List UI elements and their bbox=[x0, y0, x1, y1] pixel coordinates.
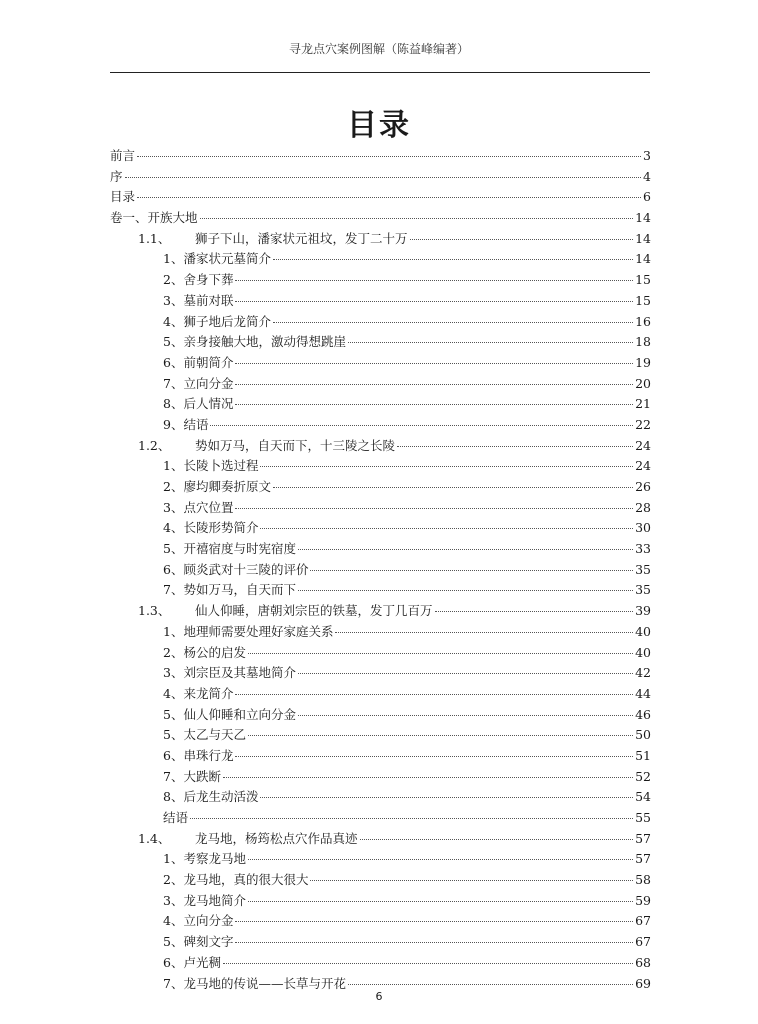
toc-entry[interactable] bbox=[110, 560, 651, 581]
toc-entry-number: 4、 bbox=[163, 685, 184, 701]
toc-entry-page: 35 bbox=[635, 561, 651, 577]
toc-entry-page: 54 bbox=[635, 789, 651, 805]
toc-entry[interactable] bbox=[110, 705, 651, 726]
dot-leader bbox=[235, 363, 633, 364]
toc-entry-number: 4、 bbox=[163, 913, 184, 929]
toc-entry-number: 7、 bbox=[163, 375, 184, 391]
toc-entry-number: 8、 bbox=[163, 396, 184, 412]
toc-entry-page: 44 bbox=[635, 685, 651, 701]
toc-entry-page: 40 bbox=[635, 644, 651, 660]
toc-entry-label: 势如万马，自天而下，十三陵之长陵 bbox=[195, 437, 396, 453]
dot-leader bbox=[125, 177, 642, 178]
toc-entry[interactable] bbox=[110, 580, 651, 601]
toc-entry-label: 仙人仰睡和立向分金 bbox=[183, 706, 296, 722]
toc-entry-number: 3、 bbox=[163, 665, 184, 681]
toc-entry[interactable] bbox=[110, 725, 651, 746]
toc-entry[interactable] bbox=[110, 932, 651, 953]
toc-entry[interactable] bbox=[110, 953, 651, 974]
toc-entry-number: 4、 bbox=[163, 520, 184, 536]
toc-entry-page: 69 bbox=[635, 975, 651, 991]
toc-entry-page: 67 bbox=[635, 934, 651, 950]
dot-leader bbox=[248, 901, 633, 902]
toc-entry-label: 序 bbox=[110, 168, 123, 184]
toc-entry-page: 15 bbox=[635, 292, 651, 308]
header-rule bbox=[110, 72, 650, 73]
toc-entry-label: 长陵卜选过程 bbox=[183, 458, 259, 474]
toc-entry-number: 7、 bbox=[163, 975, 184, 991]
toc-entry-label: 顾炎武对十三陵的评价 bbox=[183, 561, 309, 577]
dot-leader bbox=[410, 239, 634, 240]
toc-entry-page: 52 bbox=[635, 768, 651, 784]
dot-leader bbox=[235, 301, 633, 302]
toc-entry[interactable] bbox=[110, 498, 651, 519]
toc-entry-page: 24 bbox=[635, 437, 651, 453]
toc-entry[interactable] bbox=[110, 477, 651, 498]
toc-entry[interactable] bbox=[110, 167, 651, 188]
toc-entry-number: 2、 bbox=[163, 479, 184, 494]
dot-leader bbox=[235, 280, 633, 281]
toc-entry[interactable] bbox=[110, 456, 651, 477]
toc-entry-page: 33 bbox=[635, 541, 651, 557]
toc-entry-page: 50 bbox=[635, 727, 651, 743]
dot-leader bbox=[298, 549, 633, 550]
toc-entry[interactable] bbox=[110, 539, 651, 560]
toc-entry-page: 19 bbox=[635, 354, 651, 370]
toc-entry-page: 59 bbox=[635, 892, 651, 908]
toc-entry-number: 5、 bbox=[163, 934, 184, 950]
toc-entry-label: 结语 bbox=[183, 416, 209, 432]
toc-entry-page: 42 bbox=[635, 665, 651, 681]
toc-entry[interactable] bbox=[110, 270, 651, 291]
toc-entry-number: 1、 bbox=[163, 458, 184, 474]
toc-entry-label: 立向分金 bbox=[183, 375, 234, 391]
toc-entry[interactable] bbox=[110, 146, 651, 167]
toc-entry[interactable] bbox=[110, 829, 651, 850]
dot-leader bbox=[273, 487, 633, 488]
toc-entry[interactable] bbox=[110, 229, 651, 250]
toc-entry[interactable] bbox=[110, 291, 651, 312]
dot-leader bbox=[137, 197, 641, 198]
toc-entry-label: 前言 bbox=[110, 148, 136, 163]
toc-entry-page: 22 bbox=[635, 416, 651, 432]
dot-leader bbox=[223, 963, 633, 964]
toc-entry-number: 3、 bbox=[163, 292, 184, 308]
toc-entry-label: 龙马地，真的很大很大 bbox=[183, 872, 309, 888]
toc-entry-number: 1、 bbox=[163, 851, 184, 867]
dot-leader bbox=[210, 425, 633, 426]
toc-entry-page: 14 bbox=[635, 251, 651, 267]
toc-entry[interactable] bbox=[110, 332, 651, 353]
toc-entry-label: 狮子下山，潘家状元祖坟，发丁二十万 bbox=[195, 230, 408, 246]
dot-leader bbox=[273, 322, 633, 323]
toc-entry-label: 点穴位置 bbox=[183, 499, 234, 515]
dot-leader bbox=[248, 653, 633, 654]
toc-entry[interactable] bbox=[110, 746, 651, 767]
toc-entry-number: 5、 bbox=[163, 541, 184, 557]
toc-entry-label: 墓前对联 bbox=[183, 292, 234, 308]
toc-entry-page: 24 bbox=[635, 458, 651, 474]
toc-entry[interactable] bbox=[110, 353, 651, 374]
toc-entry-page: 20 bbox=[635, 375, 651, 391]
toc-entry-page: 16 bbox=[635, 313, 651, 329]
toc-entry[interactable] bbox=[110, 870, 651, 891]
toc-entry-number: 6、 bbox=[163, 354, 184, 370]
toc-entry-label: 狮子地后龙简介 bbox=[183, 313, 271, 329]
toc-entry-number: 5、 bbox=[163, 727, 184, 743]
toc-entry-label: 太乙与天乙 bbox=[183, 727, 246, 743]
dot-leader bbox=[190, 818, 633, 819]
toc-entry-label: 仙人仰睡，唐朝刘宗臣的铁墓，发丁几百万 bbox=[195, 603, 433, 619]
toc-entry-label: 目录 bbox=[110, 189, 136, 205]
toc-entry-number: 3、 bbox=[163, 499, 184, 515]
table-of-contents bbox=[110, 146, 651, 994]
dot-leader bbox=[260, 797, 633, 798]
toc-entry-number: 4、 bbox=[163, 313, 184, 329]
toc-entry-page: 51 bbox=[635, 747, 651, 763]
toc-entry-number: 1.3、 bbox=[138, 603, 171, 619]
toc-entry[interactable] bbox=[110, 249, 651, 270]
toc-entry[interactable] bbox=[110, 808, 651, 829]
toc-entry[interactable] bbox=[110, 518, 651, 539]
dot-leader bbox=[397, 446, 633, 447]
toc-entry-label: 龙马地的传说——长草与开花 bbox=[183, 975, 346, 991]
toc-entry-number: 6、 bbox=[163, 954, 184, 970]
toc-entry-label: 后人情况 bbox=[183, 396, 234, 412]
toc-entry[interactable] bbox=[110, 394, 651, 415]
toc-entry-page: 67 bbox=[635, 913, 651, 929]
dot-leader bbox=[335, 632, 633, 633]
toc-entry-label: 廖均卿奏折原文 bbox=[183, 479, 271, 494]
toc-entry-label: 势如万马，自天而下 bbox=[183, 582, 296, 598]
toc-entry-page: 35 bbox=[635, 582, 651, 598]
toc-entry-page: 14 bbox=[635, 230, 651, 246]
toc-entry-label: 龙马地简介 bbox=[183, 892, 246, 908]
toc-entry-page: 30 bbox=[635, 520, 651, 536]
toc-entry-label: 刘宗臣及其墓地简介 bbox=[183, 665, 296, 681]
toc-entry[interactable] bbox=[110, 787, 651, 808]
toc-entry-page: 40 bbox=[635, 623, 651, 639]
toc-entry-label: 长陵形势简介 bbox=[183, 520, 259, 536]
toc-entry[interactable] bbox=[110, 187, 651, 208]
toc-entry[interactable] bbox=[110, 312, 651, 333]
dot-leader bbox=[235, 942, 633, 943]
dot-leader bbox=[298, 715, 633, 716]
toc-entry-number: 7、 bbox=[163, 582, 184, 598]
toc-entry-label: 杨公的启发 bbox=[183, 644, 246, 660]
toc-entry-page: 57 bbox=[635, 851, 651, 867]
toc-entry[interactable] bbox=[110, 684, 651, 705]
toc-entry-label: 碑刻文字 bbox=[183, 934, 234, 950]
dot-leader bbox=[360, 839, 634, 840]
toc-entry-label: 卷一、开族大地 bbox=[110, 210, 198, 226]
toc-entry-label: 卢光稠 bbox=[183, 954, 221, 970]
dot-leader bbox=[248, 735, 633, 736]
toc-entry-number: 2、 bbox=[163, 644, 184, 660]
toc-entry-page: 18 bbox=[635, 334, 651, 350]
dot-leader bbox=[435, 611, 634, 612]
toc-entry-number: 5、 bbox=[163, 706, 184, 722]
toc-entry-number: 7、 bbox=[163, 768, 184, 784]
dot-leader bbox=[298, 673, 633, 674]
toc-entry[interactable] bbox=[110, 911, 651, 932]
dot-leader bbox=[235, 508, 633, 509]
toc-entry-page: 14 bbox=[635, 210, 651, 226]
toc-entry-number: 1、 bbox=[163, 251, 184, 267]
page-title: 目录 bbox=[347, 108, 411, 143]
dot-leader bbox=[298, 590, 633, 591]
toc-entry-page: 26 bbox=[635, 479, 651, 494]
toc-entry-number: 2、 bbox=[163, 872, 184, 888]
toc-entry-number: 3、 bbox=[163, 892, 184, 908]
toc-entry-page: 46 bbox=[635, 706, 651, 722]
toc-entry[interactable] bbox=[110, 643, 651, 664]
toc-entry[interactable] bbox=[110, 601, 651, 622]
toc-entry-number: 9、 bbox=[163, 416, 184, 432]
toc-entry-page: 28 bbox=[635, 499, 651, 515]
toc-entry-label: 开禧宿度与时宪宿度 bbox=[183, 541, 296, 557]
toc-entry[interactable] bbox=[110, 374, 651, 395]
dot-leader bbox=[235, 694, 633, 695]
toc-entry[interactable] bbox=[110, 891, 651, 912]
dot-leader bbox=[137, 156, 641, 157]
running-header: 寻龙点穴案例图解（陈益峰编著） bbox=[288, 42, 469, 56]
toc-entry-number: 1、 bbox=[163, 623, 184, 639]
dot-leader bbox=[260, 466, 633, 467]
dot-leader bbox=[235, 384, 633, 385]
toc-entry-label: 考察龙马地 bbox=[183, 851, 246, 867]
toc-entry-label: 后龙生动活泼 bbox=[183, 789, 259, 805]
toc-entry-number: 6、 bbox=[163, 747, 184, 763]
toc-entry-number: 1.2、 bbox=[138, 437, 171, 453]
toc-entry-page: 58 bbox=[635, 872, 651, 888]
toc-entry[interactable] bbox=[110, 622, 651, 643]
dot-leader bbox=[348, 984, 633, 985]
toc-entry-page: 68 bbox=[635, 954, 651, 970]
dot-leader bbox=[310, 570, 633, 571]
toc-entry-label: 地理师需要处理好家庭关系 bbox=[183, 623, 334, 639]
dot-leader bbox=[235, 404, 633, 405]
dot-leader bbox=[248, 859, 633, 860]
toc-entry-page: 39 bbox=[635, 603, 651, 619]
toc-entry[interactable] bbox=[110, 208, 651, 229]
toc-entry[interactable] bbox=[110, 436, 651, 457]
toc-entry-label: 大跌断 bbox=[183, 768, 221, 784]
dot-leader bbox=[200, 218, 634, 219]
toc-entry-number: 1.4、 bbox=[138, 830, 171, 846]
toc-entry[interactable] bbox=[110, 663, 651, 684]
toc-entry-label: 立向分金 bbox=[183, 913, 234, 929]
toc-entry-label: 龙马地，杨筠松点穴作品真迹 bbox=[195, 830, 358, 846]
dot-leader bbox=[348, 342, 633, 343]
toc-entry-label: 舍身下葬 bbox=[183, 272, 234, 288]
toc-entry-page: 3 bbox=[643, 148, 651, 163]
toc-entry-number: 8、 bbox=[163, 789, 184, 805]
dot-leader bbox=[235, 756, 633, 757]
dot-leader bbox=[310, 880, 633, 881]
dot-leader bbox=[235, 921, 633, 922]
toc-entry-number: 2、 bbox=[163, 272, 184, 288]
toc-entry-page: 55 bbox=[635, 810, 651, 825]
toc-entry-page: 57 bbox=[635, 830, 651, 846]
page-number: 6 bbox=[375, 990, 383, 1003]
toc-entry-page: 21 bbox=[635, 396, 651, 412]
toc-entry-page: 6 bbox=[643, 189, 651, 205]
toc-entry-label: 结语 bbox=[163, 810, 189, 825]
toc-entry-label: 来龙简介 bbox=[183, 685, 234, 701]
toc-entry-label: 前朝简介 bbox=[183, 354, 234, 370]
toc-entry[interactable] bbox=[110, 849, 651, 870]
toc-entry-number: 1.1、 bbox=[138, 230, 171, 246]
toc-entry-number: 5、 bbox=[163, 334, 184, 350]
toc-entry-label: 亲身接触大地，激动得想跳崖 bbox=[183, 334, 346, 350]
dot-leader bbox=[273, 259, 633, 260]
dot-leader bbox=[260, 528, 633, 529]
toc-entry[interactable] bbox=[110, 767, 651, 788]
dot-leader bbox=[223, 777, 633, 778]
toc-entry-label: 串珠行龙 bbox=[183, 747, 234, 763]
toc-entry-page: 4 bbox=[643, 168, 651, 184]
toc-entry-page: 15 bbox=[635, 272, 651, 288]
toc-entry-label: 潘家状元墓简介 bbox=[183, 251, 271, 267]
toc-entry[interactable] bbox=[110, 415, 651, 436]
toc-entry-number: 6、 bbox=[163, 561, 184, 577]
